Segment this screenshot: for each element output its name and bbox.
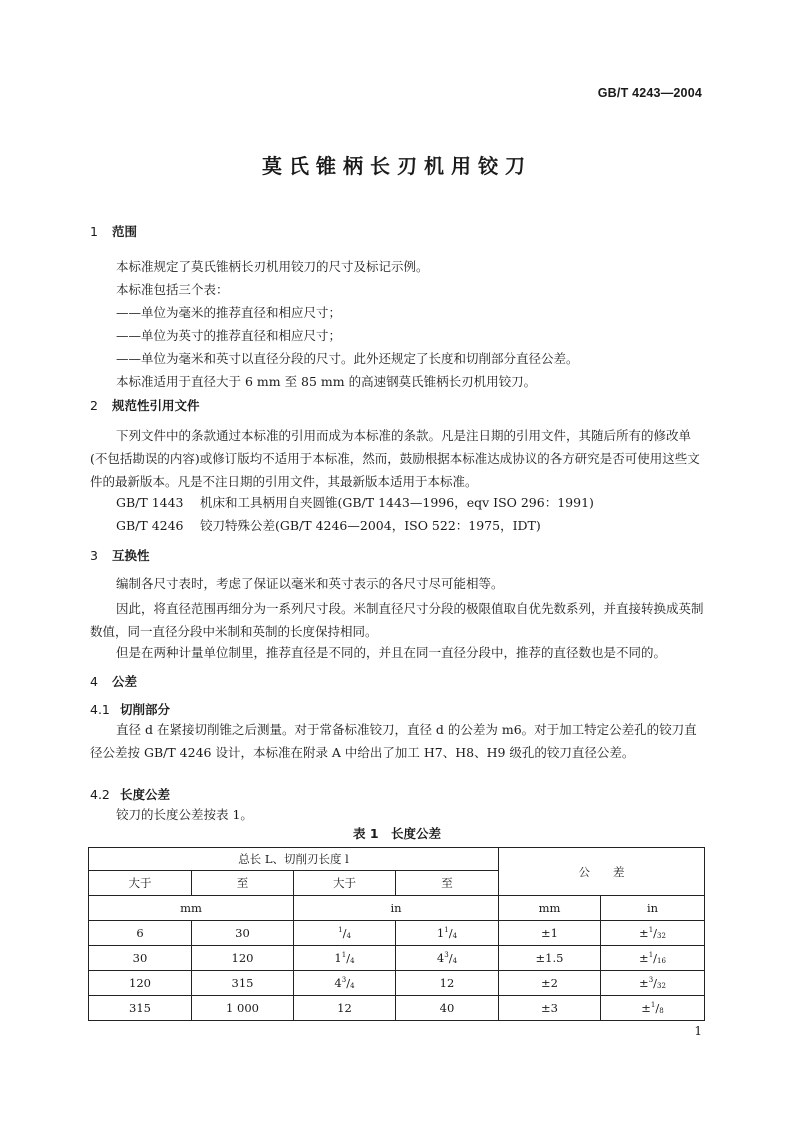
table-group-header: 总长 L、切削刃长度 l [89, 848, 499, 871]
table-cell: 315 [89, 996, 192, 1021]
reference-item [116, 493, 594, 511]
reference-title: 机床和工具柄用自夹圆锥(GB/T 1443—1996，eqv ISO 296：1991) [200, 495, 594, 510]
table-cell: ±3 [499, 996, 601, 1021]
table-row [89, 996, 705, 1021]
table-cell: 120 [192, 946, 294, 971]
subsection-4-1-heading [90, 700, 170, 718]
table-cell: $1^1/_4$ [294, 946, 396, 971]
table-cell: $^1/_4$ [294, 921, 396, 946]
paragraph: 但是在两种计量单位制里，推荐直径是不同的，并且在同一直径分段中，推荐的直径数也是不同的。 [116, 645, 667, 660]
section-number: 3 [90, 548, 98, 563]
table-header-cell: 大于 [89, 871, 192, 896]
subsection-title: 切削部分 [120, 702, 171, 717]
table-cell: 12 [396, 971, 499, 996]
table-cell: $4^3/_4$ [396, 946, 499, 971]
section-title: 范围 [112, 224, 138, 239]
list-item: ——单位为毫米的推荐直径和相应尺寸； [116, 305, 342, 320]
paragraph: 下列文件中的条款通过本标准的引用而成为本标准的条款。凡是注日期的引用文件，其随后所有的修改单(不包括勘误的内容)或修订版均不适用于本标准，然而，鼓励根据本标准达成协议的各方研究是否可使用这些文件的最新版本。凡是不注日期的引用文件，其最新版本适用于本标准。 [90, 428, 700, 489]
table-cell: 315 [192, 971, 294, 996]
table-row [89, 921, 705, 946]
section-title: 互换性 [112, 548, 150, 563]
section-number: 1 [90, 224, 98, 239]
reference-code: GB/T 1443 [116, 495, 184, 510]
list-item: ——单位为英寸的推荐直径和相应尺寸； [116, 328, 342, 343]
paragraph: 铰刀的长度公差按表 1。 [116, 807, 253, 822]
table-cell: 30 [192, 921, 294, 946]
reference-item [116, 516, 541, 534]
paragraph: 本标准适用于直径大于 6 mm 至 85 mm 的高速钢莫氏锥柄长刃机用铰刀。 [116, 374, 537, 389]
length-tolerance-table [88, 847, 705, 1021]
subsection-number: 4.2 [90, 787, 110, 802]
subsection-4-2-heading [90, 785, 170, 803]
reference-code: GB/T 4246 [116, 518, 184, 533]
section-title: 公差 [112, 674, 138, 689]
section-title: 规范性引用文件 [112, 398, 200, 413]
paragraph: 本标准包括三个表： [116, 282, 229, 297]
table-cell: $4^3/_4$ [294, 971, 396, 996]
paragraph: 因此，将直径范围再细分为一系列尺寸段。米制直径尺寸分段的极限值取自优先数系列，并直接转换成英制数值，同一直径分段中米制和英制的长度保持相同。 [90, 601, 704, 639]
subsection-number: 4.1 [90, 702, 110, 717]
document-title: 莫氏锥柄长刃机用铰刀 [262, 154, 532, 178]
table-cell: $1^1/_4$ [396, 921, 499, 946]
table-cell: $\pm^3/_{32}$ [601, 971, 705, 996]
table-caption: 表 1 长度公差 [352, 826, 442, 841]
section-number: 4 [90, 674, 98, 689]
table-tolerance-header: 公 差 [499, 848, 705, 896]
table-header-cell: 至 [192, 871, 294, 896]
table-cell: $\pm^1/_{16}$ [601, 946, 705, 971]
table-cell: ±2 [499, 971, 601, 996]
paragraph: 编制各尺寸表时，考虑了保证以毫米和英寸表示的各尺寸尽可能相等。 [116, 576, 504, 591]
subsection-title: 长度公差 [120, 787, 171, 802]
reference-title: 铰刀特殊公差(GB/T 4246—2004，ISO 522：1975，IDT) [200, 518, 541, 533]
table-unit-cell: in [294, 896, 499, 921]
section-number: 2 [90, 398, 98, 413]
table-header-cell: 大于 [294, 871, 396, 896]
table-cell: 120 [89, 971, 192, 996]
table-cell: 1 000 [192, 996, 294, 1021]
section-2-heading [90, 396, 200, 414]
table-header-cell: 至 [396, 871, 499, 896]
paragraph: 直径 d 在紧接切削锥之后测量。对于常备标准铰刀，直径 d 的公差为 m6。对于加工特定公差孔的铰刀直径公差按 GB/T 4246 设计，本标准在附录 A 中给出了加工 H7、H8、H9 级孔的铰刀直径公差。 [90, 722, 697, 760]
table-row [89, 971, 705, 996]
table-cell: 6 [89, 921, 192, 946]
table-unit-cell: mm [89, 896, 294, 921]
table-unit-cell: in [601, 896, 705, 921]
table-cell: ±1.5 [499, 946, 601, 971]
table-row [89, 946, 705, 971]
table-unit-cell: mm [499, 896, 601, 921]
section-3-heading [90, 546, 150, 564]
section-1-heading [90, 222, 137, 240]
table-cell: $\pm^1/_{32}$ [601, 921, 705, 946]
table-cell: 30 [89, 946, 192, 971]
table-cell: ±1 [499, 921, 601, 946]
standard-number: GB/T 4243—2004 [597, 86, 702, 100]
page-number: 1 [694, 1024, 702, 1038]
section-4-heading [90, 672, 137, 690]
table-cell: $\pm^1/_8$ [601, 996, 705, 1021]
table-cell: 40 [396, 996, 499, 1021]
paragraph: 本标准规定了莫氏锥柄长刃机用铰刀的尺寸及标记示例。 [116, 259, 429, 274]
list-item: ——单位为毫米和英寸以直径分段的尺寸。此外还规定了长度和切削部分直径公差。 [116, 351, 579, 366]
table-cell: 12 [294, 996, 396, 1021]
